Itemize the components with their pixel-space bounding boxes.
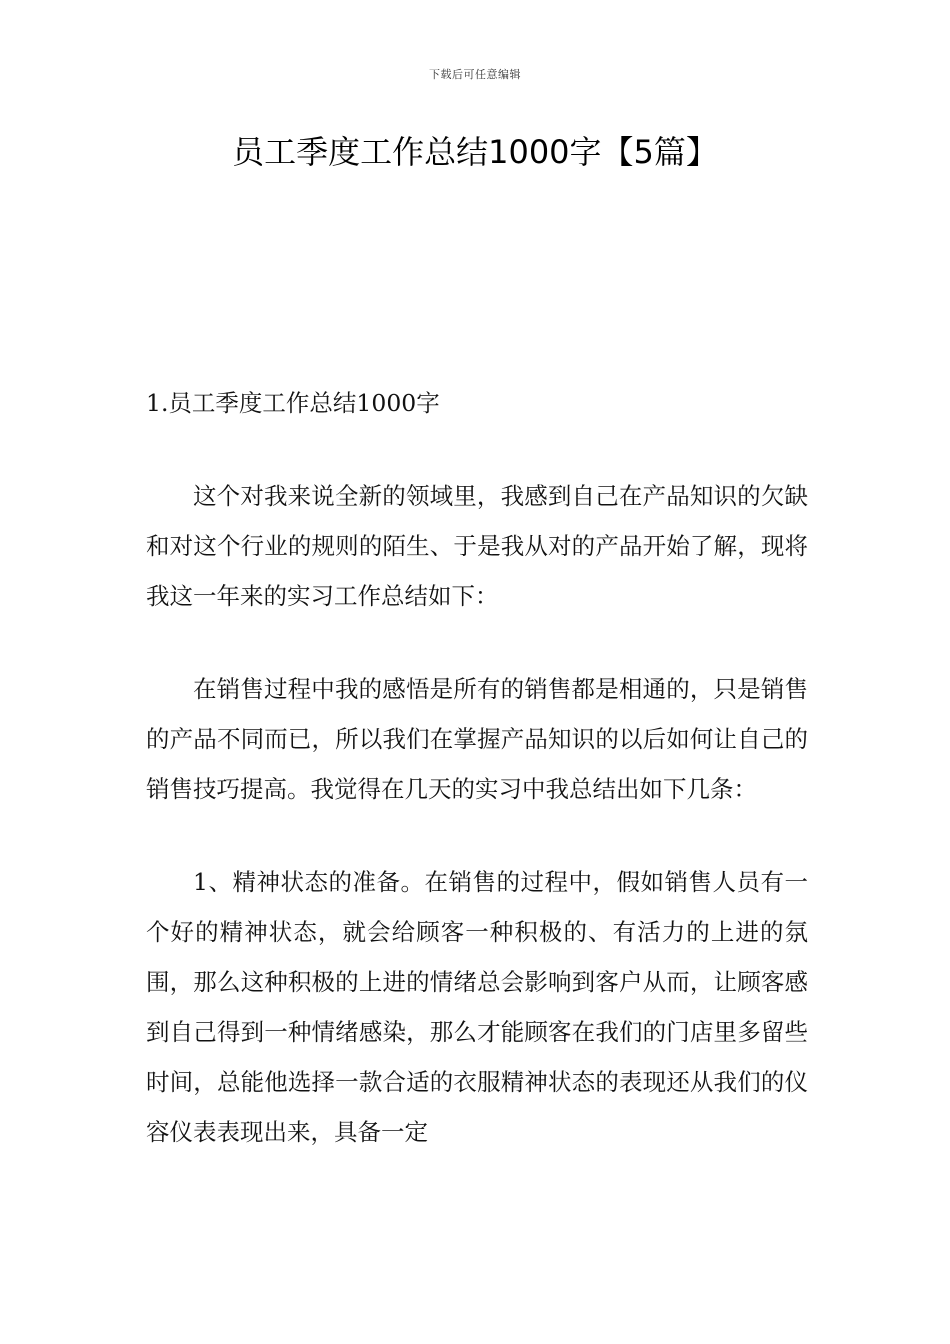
document-title: 员工季度工作总结1000字【5篇】 bbox=[232, 133, 718, 171]
paragraph-3: 1、精神状态的准备。在销售的过程中，假如销售人员有一个好的精神状态，就会给顾客一种积极的、有活力的上进的氛围，那么这种积极的上进的情绪总会影响到客户从而，让顾客感到自己得到一种情绪感染，那么才能顾客在我们的门店里多留些时间，总能他选择一款合适的衣服精神状态的表现还从我们的仪容仪表表现出来，具备一定 bbox=[146, 868, 808, 1146]
paragraph-1: 这个对我来说全新的领域里，我感到自己在产品知识的欠缺和对这个行业的规则的陌生、于是我从对的产品开始了解，现将我这一年来的实习工作总结如下： bbox=[146, 482, 808, 610]
header-note: 下载后可任意编辑 bbox=[429, 68, 521, 81]
document-body bbox=[146, 378, 808, 1157]
paragraph-2: 在销售过程中我的感悟是所有的销售都是相通的，只是销售的产品不同而已，所以我们在掌握产品知识的以后如何让自己的销售技巧提高。我觉得在几天的实习中我总结出如下几条： bbox=[146, 675, 808, 803]
section-heading: 1.员工季度工作总结1000字 bbox=[146, 389, 440, 417]
